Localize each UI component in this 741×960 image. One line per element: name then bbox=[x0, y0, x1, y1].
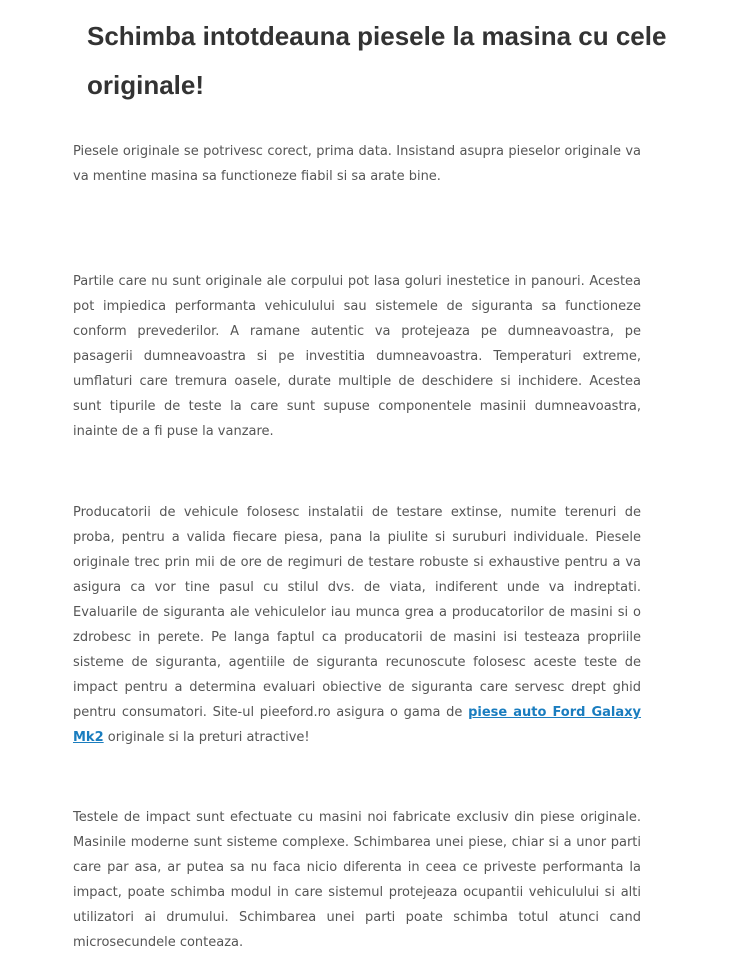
paragraph-2: Partile care nu sunt originale ale corpului pot lasa goluri inestetice in panouri. Acestea pot impiedica performanta vehiculului sau sistemele de siguranta sa functioneze conform prevederilor. A ramane autentic va protejeaza pe dumneavoastra, pe pasagerii dumneavoastra si pe investitia dumneavoastra. Temperaturi extreme, umflaturi care tremura oasele, durate multiple de deschidere si inchidere. Acestea sunt tipurile de teste la care sunt supuse componentele masinii dumneavoastra, inainte de a fi puse la vanzare. bbox=[73, 274, 641, 439]
paragraph-4: Testele de impact sunt efectuate cu masini noi fabricate exclusiv din piese originale. Masinile moderne sunt sisteme complexe. Schimbarea unei piese, chiar si a unor parti care par asa, ar putea sa nu faca nicio diferenta in ceea ce priveste performanta la impact, poate schimba modul in care sistemul protejeaza ocupantii vehiculului si alti utilizatori ai drumului. Schimbarea unei parti poate schimba totul atunci cand microsecundele conteaza. bbox=[73, 810, 641, 950]
paragraph-3-text: Producatorii de vehicule folosesc instalatii de testare extinse, numite terenuri de proba, pentru a valida fiecare piesa, pana la piulite si suruburi individuale. Piesele originale trec prin mii de ore de regimuri de testare robuste si exhaustive pentru a va asigura ca vor tine pasul cu stilul dvs. de viata, indiferent unde va indreptati. Evaluarile de siguranta ale vehiculelor iau munca grea a producatorilor de masini si o zdrobesc in perete. Pe langa faptul ca producatorii de masini isi testeaza propriile sisteme de siguranta, agentiile de siguranta recunoscute folosesc aceste teste de impact pentru a determina evaluari obiective de siguranta care servesc drept ghid pentru consumatori. Site-ul pieeford.ro asigura o gama de bbox=[73, 505, 641, 720]
ford-galaxy-parts-link[interactable]: piese auto Ford Galaxy Mk2 bbox=[73, 705, 642, 745]
paragraph-3-link-suffix: originale si la preturi atractive! bbox=[107, 730, 310, 745]
paragraph-1: Piesele originale se potrivesc corect, prima data. Insistand asupra pieselor originale va va mentine masina sa functioneze fiabil si sa arate bine. bbox=[73, 144, 641, 184]
paragraph-3 bbox=[73, 500, 641, 750]
article-title: Schimba intotdeauna piesele la masina cu cele originale! bbox=[87, 21, 667, 100]
